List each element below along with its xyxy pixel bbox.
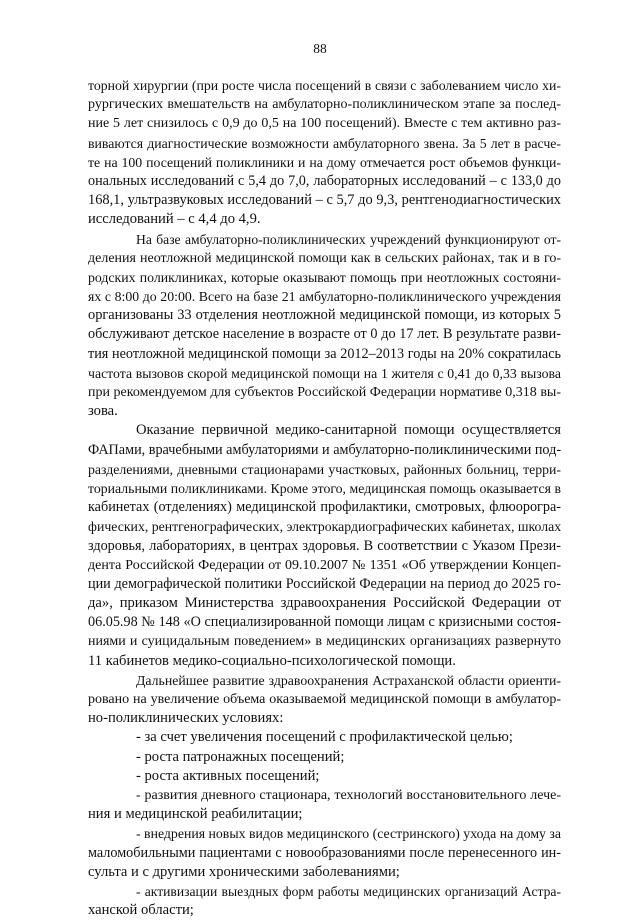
text-line: те на 100 посещений поликлиники и на дому отмечается рост объемов функци- [88,154,561,170]
page-number: 88 [313,41,327,56]
text-line: - внедрения новых видов медицинского (сестринского) ухода на дому за [136,826,561,842]
text-line: 168,1, ультразвуковых исследований – с 5,7 до 9,3, рентгенодиагностических [88,192,561,209]
text-line: виваются диагностические возможности амбулаторного звена. За 5 лет в расче- [88,135,561,151]
text-line: исследований – с 4,4 до 4,9. [88,211,261,228]
text-line: ях с 8:00 до 20:00. Всего на базе 21 амбулаторно-поликлинического учреждения [88,289,561,305]
text-line: сульта и с другими хроническими заболеваниями; [88,863,400,880]
text-line: ние 5 лет снизилось с 0,9 до 0,5 на 100 посещений). Вместе с тем активно раз- [88,116,561,132]
text-line: - развития дневного стационара, технологий восстановительного лече- [136,787,561,803]
text-line: тия неотложной медицинской помощи за 2012–2013 годы на 20% сократилась [88,345,561,362]
text-line: ровано на увеличение объема оказываемой медицинской помощи в амбулатор- [88,692,561,707]
text-line: ФАПами, врачебными амбулаториями и амбулаторно-поликлиническими под- [88,441,562,458]
text-line: ниями и суицидальным поведением» в медицинских организациях развернуто [88,634,561,650]
body-text [88,76,561,920]
text-line: ханской области; [88,902,194,919]
text-line: торной хирургии (при росте числа посещений в связи с заболеванием число хи- [88,78,561,93]
text-line: дента Российской Федерации от 09.10.2007 № 1351 «Об утверждении Концеп- [88,557,561,573]
text-line: да», приказом Министерства здравоохранения Российской Федерации от [88,595,561,612]
text-line: родских поликлиниках, которые оказывают помощь при неотложных состояни- [88,269,561,285]
text-line: зова. [88,403,118,420]
text-line: 06.05.98 № 148 «О специализированной помощи лицам с кризисными состоя- [88,614,561,631]
text-line: кабинетах (отделениях) медицинской профилактики, смотровых, флюорогра- [88,499,561,516]
text-line: 11 кабинетов медико-социально-психологической помощи. [88,652,456,669]
text-line: ональных исследований с 5,4 до 7,0, лабораторных исследований – с 133,0 до [88,172,561,189]
text-line: разделениями, дневными стационарами участковых, районных больниц, терри- [88,461,561,477]
text-line: маломобильными пациентами с новообразованиями после перенесенного ин- [88,844,561,861]
text-line: - активизации выездных форм работы медицинских организаций Астра- [136,883,561,899]
text-line: обслуживают детское население в возрасте от 0 до 17 лет. В результате разви- [88,326,561,343]
text-line: - роста активных посещений; [136,767,320,784]
text-line: - за счет увеличения посещений с профилактической целью; [136,729,513,746]
text-line: деления неотложной медицинской помощи как в сельских районах, так и в го- [88,250,561,266]
text-line: частота вызовов скорой медицинской помощи на 1 жителя с 0,41 до 0,33 вызова [88,365,561,381]
text-line: но-поликлинических условиях: [88,710,284,727]
text-line: рургических вмешательств на амбулаторно-поликлиническом этапе за послед- [88,97,561,113]
text-line: ториальными поликлиниками. Кроме этого, медицинская помощь оказывается в [88,480,561,496]
text-line: при рекомендуемом для субъектов Российской Федерации нормативе 0,318 вы- [88,385,561,400]
text-line: здоровья, лабораториях, в центрах здоровья. В соответствии с Указом Прези- [88,537,561,554]
text-line: ния и медицинской реабилитации; [88,806,303,823]
text-line: ции демографической политики Российской Федерации на период до 2025 го- [88,575,561,592]
text-line: Оказание первичной медико-санитарной помощи осуществляется [136,422,561,439]
text-line: На базе амбулаторно-поликлинических учреждений функционируют от- [136,231,561,247]
text-line: фических, рентгенографических, электрокардиографических кабинетах, школах [88,519,562,535]
text-line: - роста патронажных посещений; [136,748,345,765]
text-line: Дальнейшее развитие здравоохранения Астраханской области ориенти- [136,672,561,688]
text-line: организованы 33 отделения неотложной медицинской помощи, из которых 5 [88,307,561,324]
